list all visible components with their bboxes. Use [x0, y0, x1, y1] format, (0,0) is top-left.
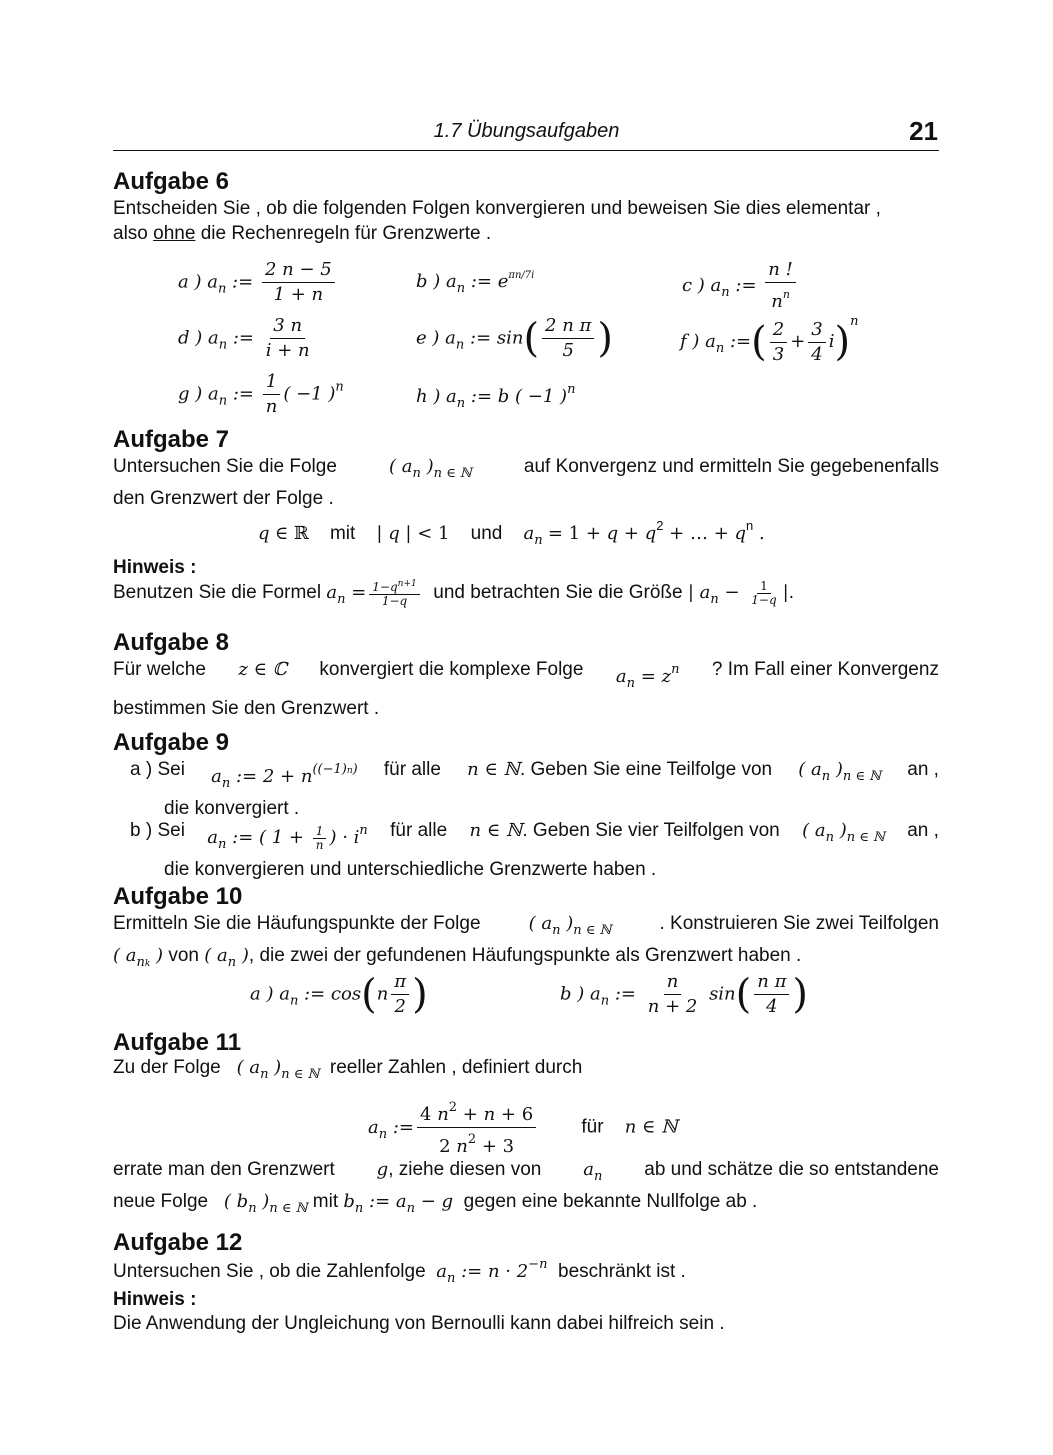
aufgabe-6-heading: Aufgabe 6 [113, 168, 230, 195]
aufgabe-9a [130, 757, 939, 821]
aufgabe-9b-mid: für alle [390, 820, 448, 841]
formula-6h: h ) $a_n$ := b ( −1 )$^n$ [416, 382, 576, 411]
aufgabe-8-text-1b: konvergiert die komplexe Folge [319, 659, 584, 680]
aufgabe-7-hint-text: Benutzen Sie die Formel $a_n$ = $\frac{1-q^{n+1}}{1-q}$ und betrachten Sie die Größe | $a_n$ − $\frac{1}{1-q}$ |. [113, 578, 795, 608]
aufgabe-10-line-1: Ermitteln Sie die Häufungspunkte der Folge ( $a_n$ )$_{n \in ℕ}$ . Konstruieren Sie zwei Teilfolgen [113, 911, 939, 943]
formula-6a: a ) $a_n$ := $\frac{2 n - 5}{1 + n}$ [178, 258, 338, 307]
aufgabe-7-text [113, 454, 939, 511]
aufgabe-7-hint-title: Hinweis : [113, 557, 197, 578]
aufgabe-11-heading: Aufgabe 11 [113, 1029, 242, 1056]
aufgabe-9a-sei: Sei [157, 759, 185, 780]
aufgabe-7-heading: Aufgabe 7 [113, 426, 230, 453]
aufgabe-11-text-1b: reeller Zahlen , definiert durch [329, 1057, 583, 1078]
aufgabe-10-text-1a: Ermitteln Sie die Häufungspunkte der Folge [113, 913, 481, 934]
aufgabe-12-text-1a: Untersuchen Sie , ob die Zahlenfolge [113, 1261, 426, 1282]
formula-6c: c ) $a_n$ := $\frac{n !}{n^n}$ [682, 258, 799, 314]
aufgabe-9a-mid2: . Geben Sie eine Teilfolge von [519, 759, 773, 780]
aufgabe-11-text-3b: mit [312, 1191, 339, 1212]
aufgabe-11-text-2c: ab und schätze die so entstandene [644, 1159, 939, 1180]
aufgabe-11-text-3a: neue Folge [113, 1191, 209, 1212]
aufgabe-12-hint-title: Hinweis : [113, 1289, 197, 1310]
formula-6e: e ) $a_n$ := sin( $\frac{\text{2 n π}}{5}$ ) [416, 315, 613, 362]
aufgabe-9a-mid: für alle [383, 759, 441, 780]
aufgabe-8-line-2: bestimmen Sie den Grenzwert . [113, 698, 380, 719]
aufgabe-11-line-2: errate man den Grenzwert g, ziehe diesen von $a_n$ ab und schätze die so entstandene [113, 1157, 939, 1189]
header-rule [113, 150, 939, 151]
aufgabe-8-heading: Aufgabe 8 [113, 629, 230, 656]
aufgabe-11-text-2b: , ziehe diesen von [388, 1159, 542, 1180]
aufgabe-11-line-1: Zu der Folge ( $a_n$ )$_{n \in ℕ}$ reeller Zahlen , definiert durch [113, 1057, 583, 1082]
aufgabe-11-fuer: für [581, 1116, 604, 1138]
aufgabe-7-hint-b: und betrachten Sie die Größe [433, 582, 683, 604]
aufgabe-12-line-1: Untersuchen Sie , ob die Zahlenfolge $a_n$ := $n \cdot 2^{-n}$ beschränkt ist . [113, 1257, 686, 1286]
formula-6b: b ) $a_n$ := $e^{\pi n/7i}$ [416, 270, 535, 296]
formula-6f: f ) $a_n$ :=( $\frac{2}{3}$ + $\frac{3}{4}$ i)$^n$ [680, 314, 859, 365]
formula-6g: g ) $a_n$ := $\frac{1}{n}$ ( −1 )$^n$ [178, 371, 344, 417]
aufgabe-9a-line-2: die konvergiert . [164, 798, 300, 819]
aufgabe-11-formula: $a_n$ := $\frac{4 n^2 + n + 6}{2 n^2 + 3}$ für n ∈ ℕ [368, 1096, 678, 1159]
aufgabe-11-text-2a: errate man den Grenzwert [113, 1159, 335, 1180]
aufgabe-12-hint-text: Die Anwendung der Ungleichung von Bernoulli kann dabei hilfreich sein . [113, 1313, 725, 1334]
aufgabe-9b [130, 818, 939, 882]
aufgabe-12-heading: Aufgabe 12 [113, 1229, 243, 1256]
aufgabe-8-line-1: Für welche z ∈ ℂ konvergiert die komplexe Folge $a_n = z^n$ ? Im Fall einer Konvergenz [113, 657, 939, 696]
aufgabe-6-line-2b: die Rechenregeln für Grenzwerte . [195, 223, 492, 244]
aufgabe-7-mit: mit [329, 523, 356, 544]
aufgabe-10-heading: Aufgabe 10 [113, 883, 243, 910]
aufgabe-9b-label: b ) [130, 820, 153, 841]
aufgabe-6-line-2 [113, 221, 939, 246]
formula-10a: a ) $a_n$ := cos(n $\frac{\pi}{2}$ ) [250, 971, 428, 1018]
aufgabe-11-text-1a: Zu der Folge [113, 1057, 221, 1078]
aufgabe-6-underlined: ohne [153, 223, 196, 244]
aufgabe-7-line-1 [113, 454, 939, 486]
formula-10b: b ) $a_n$ := $\frac{n}{n + 2}$ sin( $\frac{\text{n π}}{4}$ ) [560, 971, 809, 1018]
running-header-title: 1.7 Übungsaufgaben [433, 120, 620, 142]
aufgabe-6-line-1: Entscheiden Sie , ob die folgenden Folgen konvergieren und beweisen Sie dies elementar , [113, 198, 881, 219]
aufgabe-11-text [113, 1157, 939, 1221]
aufgabe-9b-line-2: die konvergieren und unterschiedliche Grenzwerte haben . [164, 859, 657, 880]
aufgabe-10-line-2: ( $a_{nk}$ ) von ( $a_n$ ), die zwei der gefundenen Häufungspunkte als Grenzwert haben . [113, 945, 802, 970]
page-number: 21 [909, 116, 938, 146]
aufgabe-6-text [113, 196, 939, 246]
aufgabe-9a-label: a ) [130, 759, 153, 780]
aufgabe-9b-mid2: . Geben Sie vier Teilfolgen von [522, 820, 780, 841]
aufgabe-11-text-3c: gegen eine bekannte Nullfolge ab . [463, 1191, 758, 1212]
aufgabe-8-text-1a: Für welche [113, 659, 206, 680]
aufgabe-10-text-2b: , die zwei der gefundenen Häufungspunkte als Grenzwert haben . [248, 945, 802, 966]
aufgabe-9-heading: Aufgabe 9 [113, 729, 230, 756]
aufgabe-7-line-2: den Grenzwert der Folge . [113, 488, 334, 509]
aufgabe-9b-line-1: b ) Sei $a_n$ := ( 1 + $\frac{1}{n}$ ) · $i^n$ für alle n ∈ ℕ. Geben Sie vier Teilfolgen von ( $a_n$ )$_{n \in ℕ}$ an , [130, 818, 939, 857]
formula-6d: d ) $a_n$ := $\frac{3 n}{i + n}$ [178, 315, 310, 361]
aufgabe-10-text [113, 911, 939, 977]
aufgabe-9a-end: an , [907, 759, 939, 780]
aufgabe-7-und: und [470, 523, 503, 544]
aufgabe-7-text-1a: Untersuchen Sie die Folge [113, 456, 337, 477]
aufgabe-10-text-1b: . Konstruieren Sie zwei Teilfolgen [659, 913, 939, 934]
aufgabe-7-formula: q ∈ ℝ mit | q | < 1 und $a_n = 1 + q + q^2$ + … + $q^n$ . [258, 518, 765, 548]
aufgabe-10-text-2a: von [168, 945, 199, 966]
aufgabe-7-hint-a: Benutzen Sie die Formel [113, 582, 322, 604]
aufgabe-9b-end: an , [907, 820, 939, 841]
aufgabe-8-text [113, 657, 939, 721]
aufgabe-8-text-1c: ? Im Fall einer Konvergenz [711, 659, 939, 680]
sequence-an: ( $a_n$ )$_{n \in ℕ}$ [389, 456, 472, 481]
aufgabe-7-text-1b: auf Konvergenz und ermitteln Sie gegebenenfalls [523, 456, 939, 477]
aufgabe-6-line-2a: also [113, 223, 154, 244]
aufgabe-12-text-1b: beschränkt ist . [558, 1261, 686, 1282]
aufgabe-11-line-3: neue Folge ( $b_n$ )$_{n \in ℕ}$ mit $b_n$ := $a_n - g$ gegen eine bekannte Nullfolge ab . [113, 1191, 758, 1216]
aufgabe-9a-line-1: a ) Sei $a_n$ := $2 + n^{((-1)n)}$ für alle n ∈ ℕ. Geben Sie eine Teilfolge von ( $a_n$ )$_{n \in ℕ}$ an , [130, 757, 939, 796]
aufgabe-9b-sei: Sei [157, 820, 185, 841]
